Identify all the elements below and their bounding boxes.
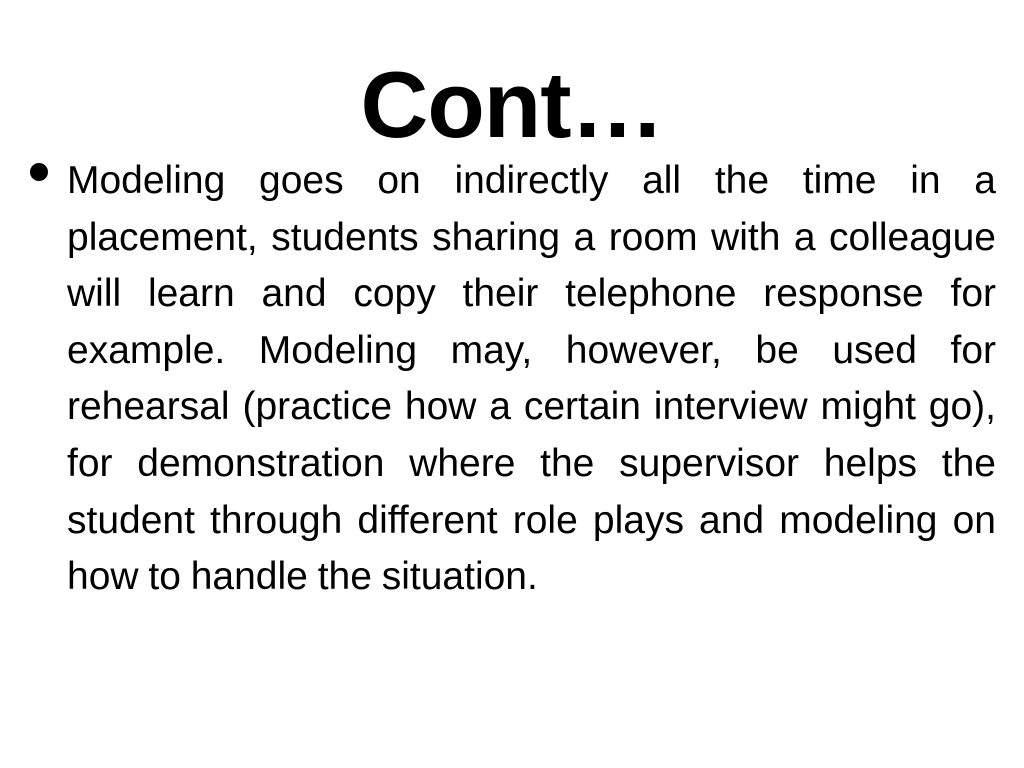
bullet-dot-icon: [30, 163, 48, 181]
bullet-text: Modeling goes on indirectly all the time in a placement, students sharing a room with a colleague will learn and copy their telephone response for example. Modeling may, however, be used for rehearsal (practice how a certain interview might go), for demonstration where the supervisor helps the student through different role plays and modeling on how to handle the situation.: [67, 159, 996, 599]
bullet-list: [26, 153, 996, 606]
bullet-item: [26, 153, 996, 606]
slide-title: Cont…: [360, 52, 664, 157]
